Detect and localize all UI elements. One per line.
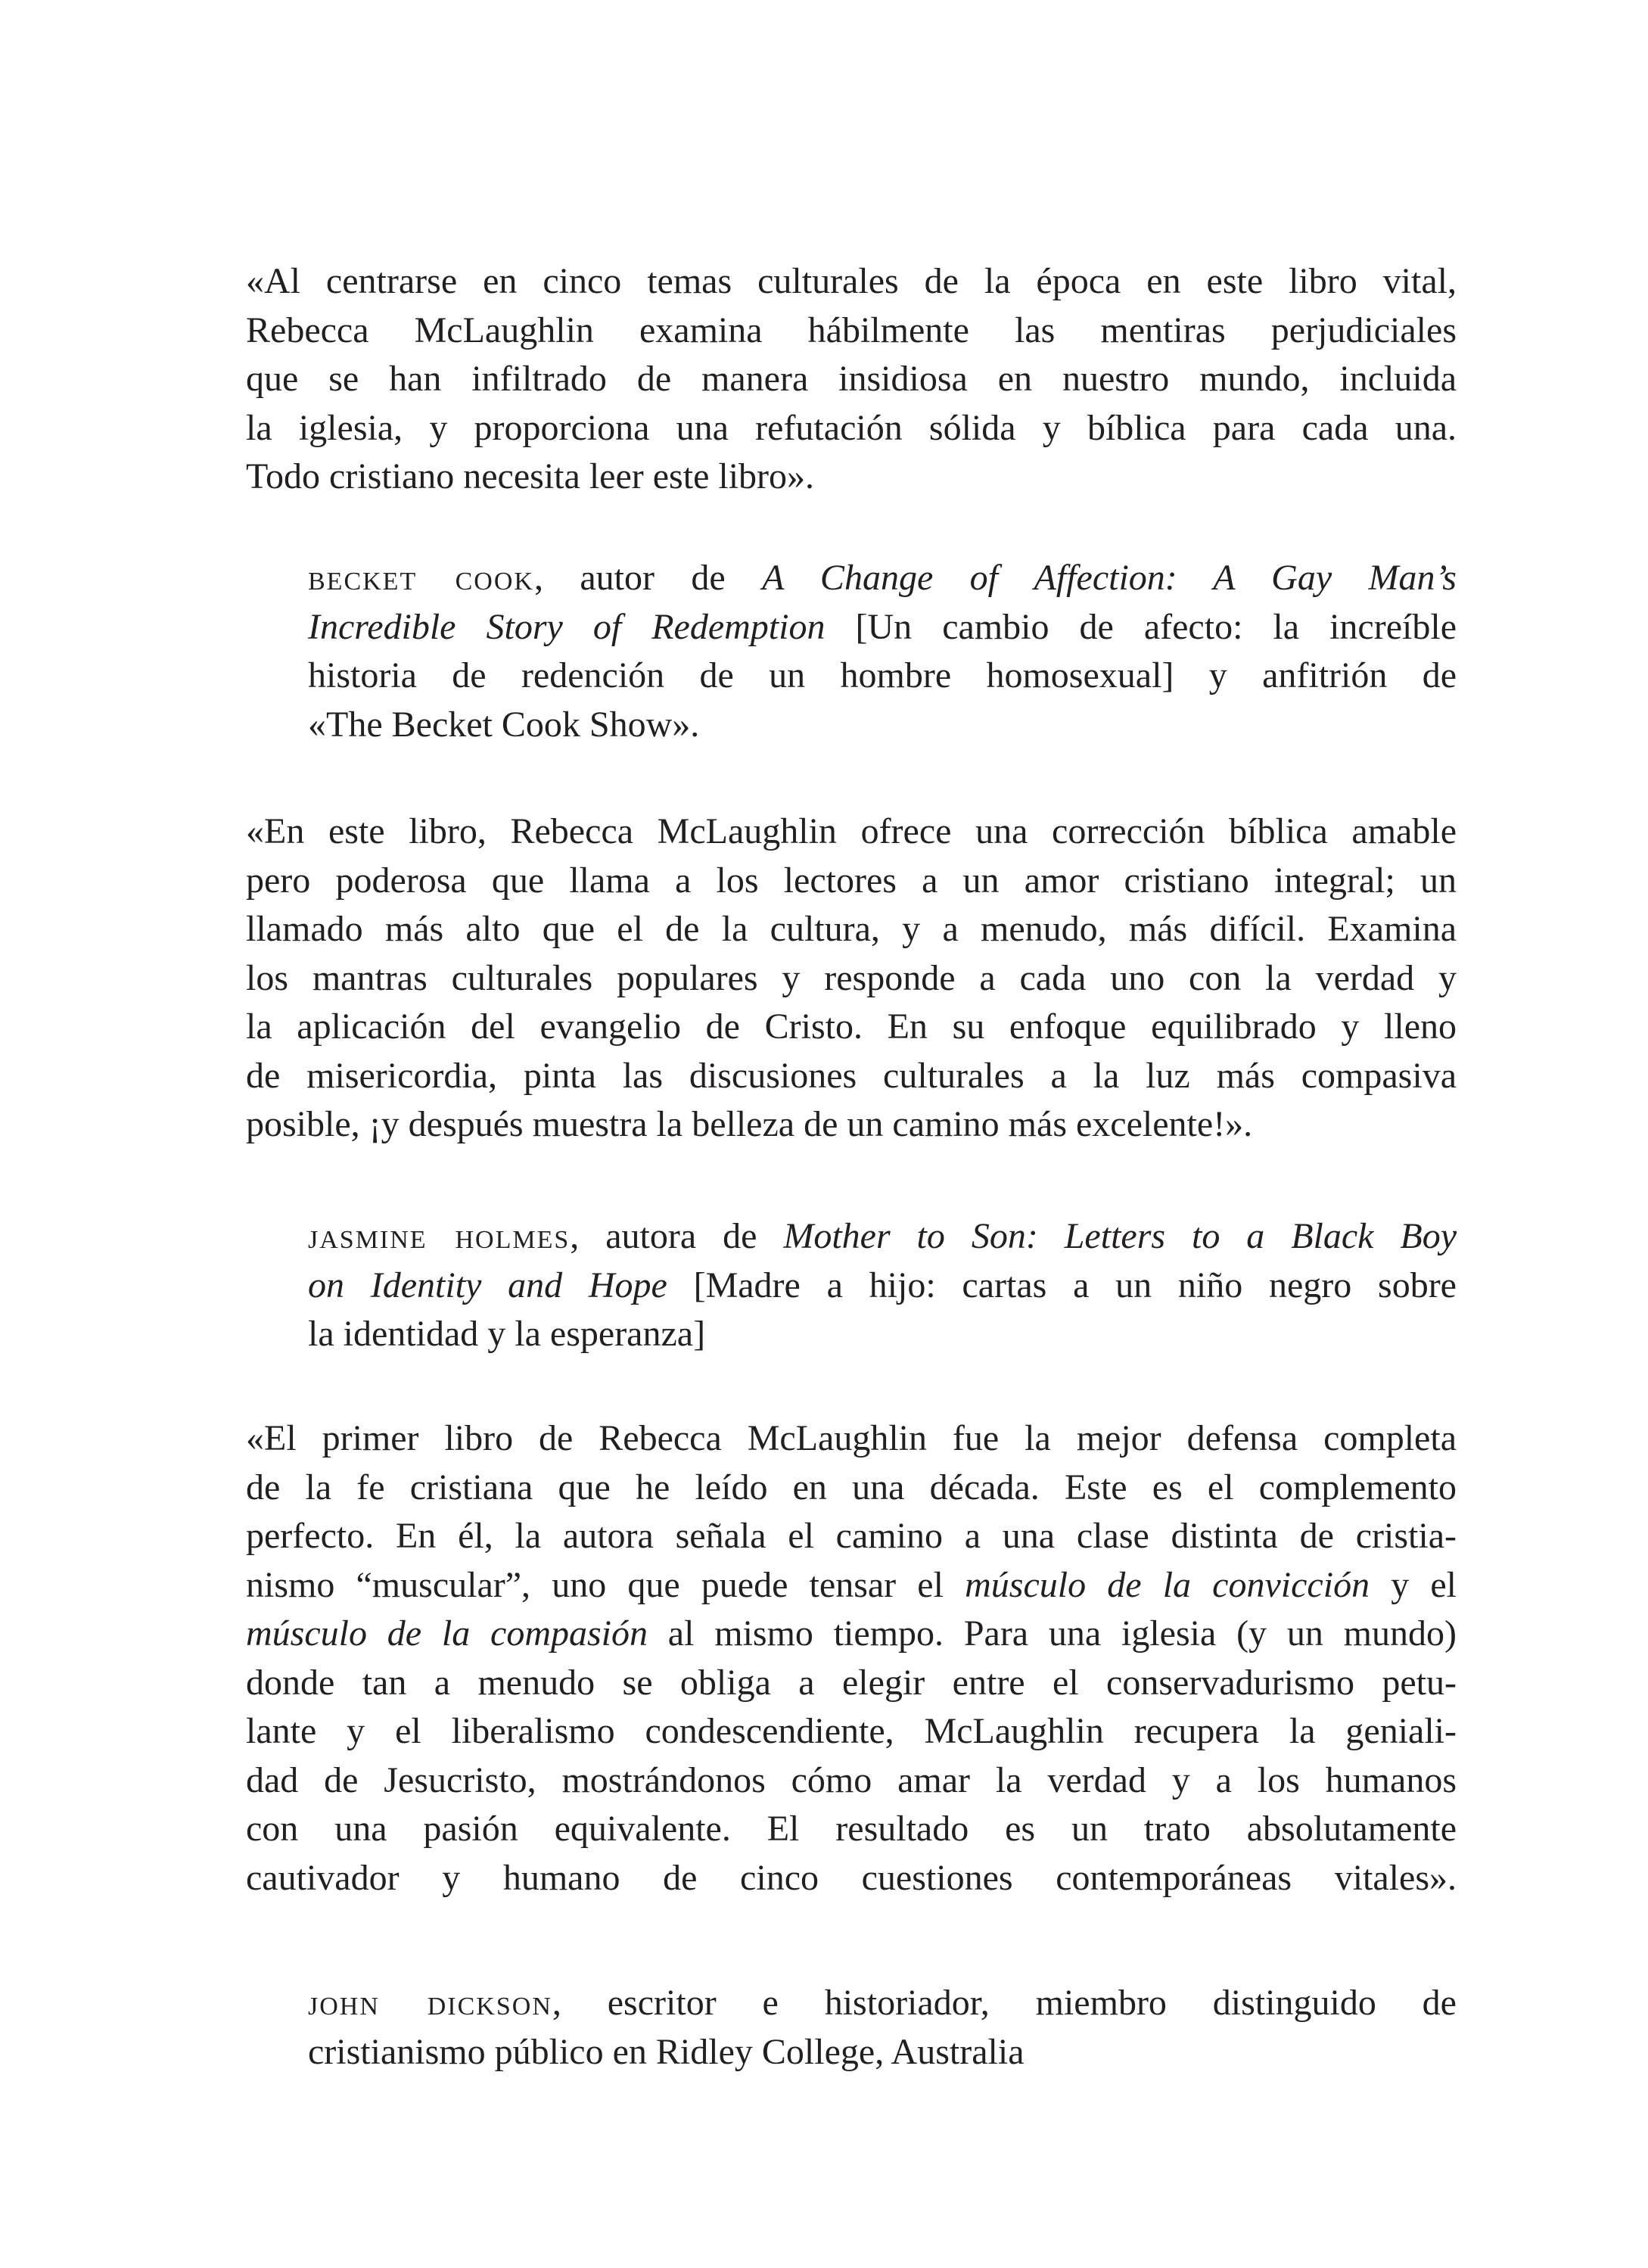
text-segment: los mantras culturales populares y responde a cada uno con la verdad y xyxy=(246,957,1457,998)
text-line xyxy=(246,306,1457,356)
text-segment: que se han infiltrado de manera insidiosa en nuestro mundo, incluida xyxy=(246,359,1457,399)
author-name: becket cook xyxy=(308,558,534,598)
text-line xyxy=(308,1212,1457,1262)
text-line xyxy=(308,1979,1457,2028)
text-line xyxy=(246,453,1457,502)
text-segment: historia de redención de un hombre homosexual] y anfitrión de xyxy=(308,655,1457,695)
text-segment: , autor de xyxy=(533,558,763,598)
text-segment: pero poderosa que llama a los lectores a un amor cristiano integral; un xyxy=(246,860,1457,901)
text-segment: de misericordia, pinta las discusiones culturales a la luz más compasiva xyxy=(246,1055,1457,1096)
book-title: on Identity and Hope xyxy=(308,1265,667,1305)
text-line xyxy=(246,1003,1457,1052)
text-segment: al mismo tiempo. Para una iglesia (y un mundo) xyxy=(648,1613,1457,1654)
text-line xyxy=(308,554,1457,603)
text-line xyxy=(246,1854,1457,1903)
text-line xyxy=(246,1756,1457,1806)
text-segment: posible, ¡y después muestra la belleza de un camino más excelente!». xyxy=(246,1104,1253,1144)
book-title: A Change of Affection: A Gay Man’s xyxy=(762,558,1457,598)
book-title: músculo de la compasión xyxy=(246,1613,648,1654)
text-line xyxy=(308,1262,1457,1311)
text-segment: , autora de xyxy=(570,1216,784,1256)
text-line xyxy=(246,857,1457,906)
text-segment: dad de Jesucristo, mostrándonos cómo amar la verdad y a los humanos xyxy=(246,1759,1457,1800)
text-segment: nismo “muscular”, uno que puede tensar el xyxy=(246,1564,965,1605)
text-line xyxy=(246,1100,1457,1150)
text-segment: «El primer libro de Rebecca McLaughlin fue la mejor defensa completa xyxy=(246,1418,1457,1458)
text-segment: y el xyxy=(1370,1564,1457,1605)
text-line xyxy=(246,807,1457,857)
text-line xyxy=(246,355,1457,404)
text-line xyxy=(246,1464,1457,1513)
text-line xyxy=(246,1707,1457,1756)
endorsement-quote xyxy=(246,257,1457,502)
book-title: músculo de la convicción xyxy=(965,1564,1370,1605)
text-segment: perfecto. En él, la autora señala el camino a una clase distinta de cristia- xyxy=(246,1516,1457,1556)
text-segment: donde tan a menudo se obliga a elegir entre el conservadurismo petu- xyxy=(246,1662,1457,1703)
text-segment: [Un cambio de afecto: la increíble xyxy=(825,606,1457,647)
text-segment: Todo cristiano necesita leer este libro». xyxy=(246,456,815,496)
text-line xyxy=(308,1310,1457,1359)
text-segment: con una pasión equivalente. El resultado es un trato absolutamente xyxy=(246,1809,1457,1849)
text-segment: Rebecca McLaughlin examina hábilmente las mentiras perjudiciales xyxy=(246,310,1457,350)
text-line xyxy=(246,1052,1457,1101)
book-title: Mother to Son: Letters to a Black Boy xyxy=(783,1216,1457,1256)
text-segment: la aplicación del evangelio de Cristo. En su enfoque equilibrado y lleno xyxy=(246,1006,1457,1047)
endorsement-quote xyxy=(246,807,1457,1150)
text-segment: «Al centrarse en cinco temas culturales de la época en este libro vital, xyxy=(246,261,1457,301)
text-segment: la iglesia, y proporciona una refutación sólida y bíblica para cada una. xyxy=(246,407,1457,448)
text-line xyxy=(308,701,1457,750)
text-segment: la identidad y la esperanza] xyxy=(308,1314,706,1354)
text-line xyxy=(308,652,1457,701)
text-segment: cautivador y humano de cinco cuestiones contemporáneas vitales». xyxy=(246,1857,1457,1898)
text-segment: cristianismo público en Ridley College, Australia xyxy=(308,2031,1025,2072)
endorsement-attribution xyxy=(308,1212,1457,1359)
text-segment: de la fe cristiana que he leído en una década. Este es el complemento xyxy=(246,1467,1457,1507)
book-title: Incredible Story of Redemption xyxy=(308,606,826,647)
text-line xyxy=(308,603,1457,652)
text-segment: lante y el liberalismo condescendiente, McLaughlin recupera la geniali- xyxy=(246,1711,1457,1751)
text-line xyxy=(246,404,1457,453)
text-line xyxy=(246,905,1457,954)
author-name: john dickson xyxy=(308,1983,552,2023)
text-segment: [Madre a hijo: cartas a un niño negro sobre xyxy=(667,1265,1457,1305)
endorsement-attribution xyxy=(308,1979,1457,2077)
author-name: jasmine holmes xyxy=(308,1216,571,1256)
endorsement-attribution xyxy=(308,554,1457,749)
text-line xyxy=(308,2028,1457,2077)
text-line xyxy=(246,1512,1457,1561)
endorsement-quote xyxy=(246,1414,1457,1902)
text-segment: llamado más alto que el de la cultura, y a menudo, más difícil. Examina xyxy=(246,909,1457,949)
text-line xyxy=(246,1610,1457,1659)
text-segment: «The Becket Cook Show». xyxy=(308,704,700,745)
text-line xyxy=(246,1659,1457,1708)
text-line xyxy=(246,257,1457,306)
text-line xyxy=(246,954,1457,1003)
text-segment: , escritor e historiador, miembro distinguido de xyxy=(552,1983,1457,2023)
text-line xyxy=(246,1561,1457,1610)
text-segment: «En este libro, Rebecca McLaughlin ofrece una corrección bíblica amable xyxy=(246,811,1457,851)
text-line xyxy=(246,1805,1457,1854)
text-line xyxy=(246,1414,1457,1464)
